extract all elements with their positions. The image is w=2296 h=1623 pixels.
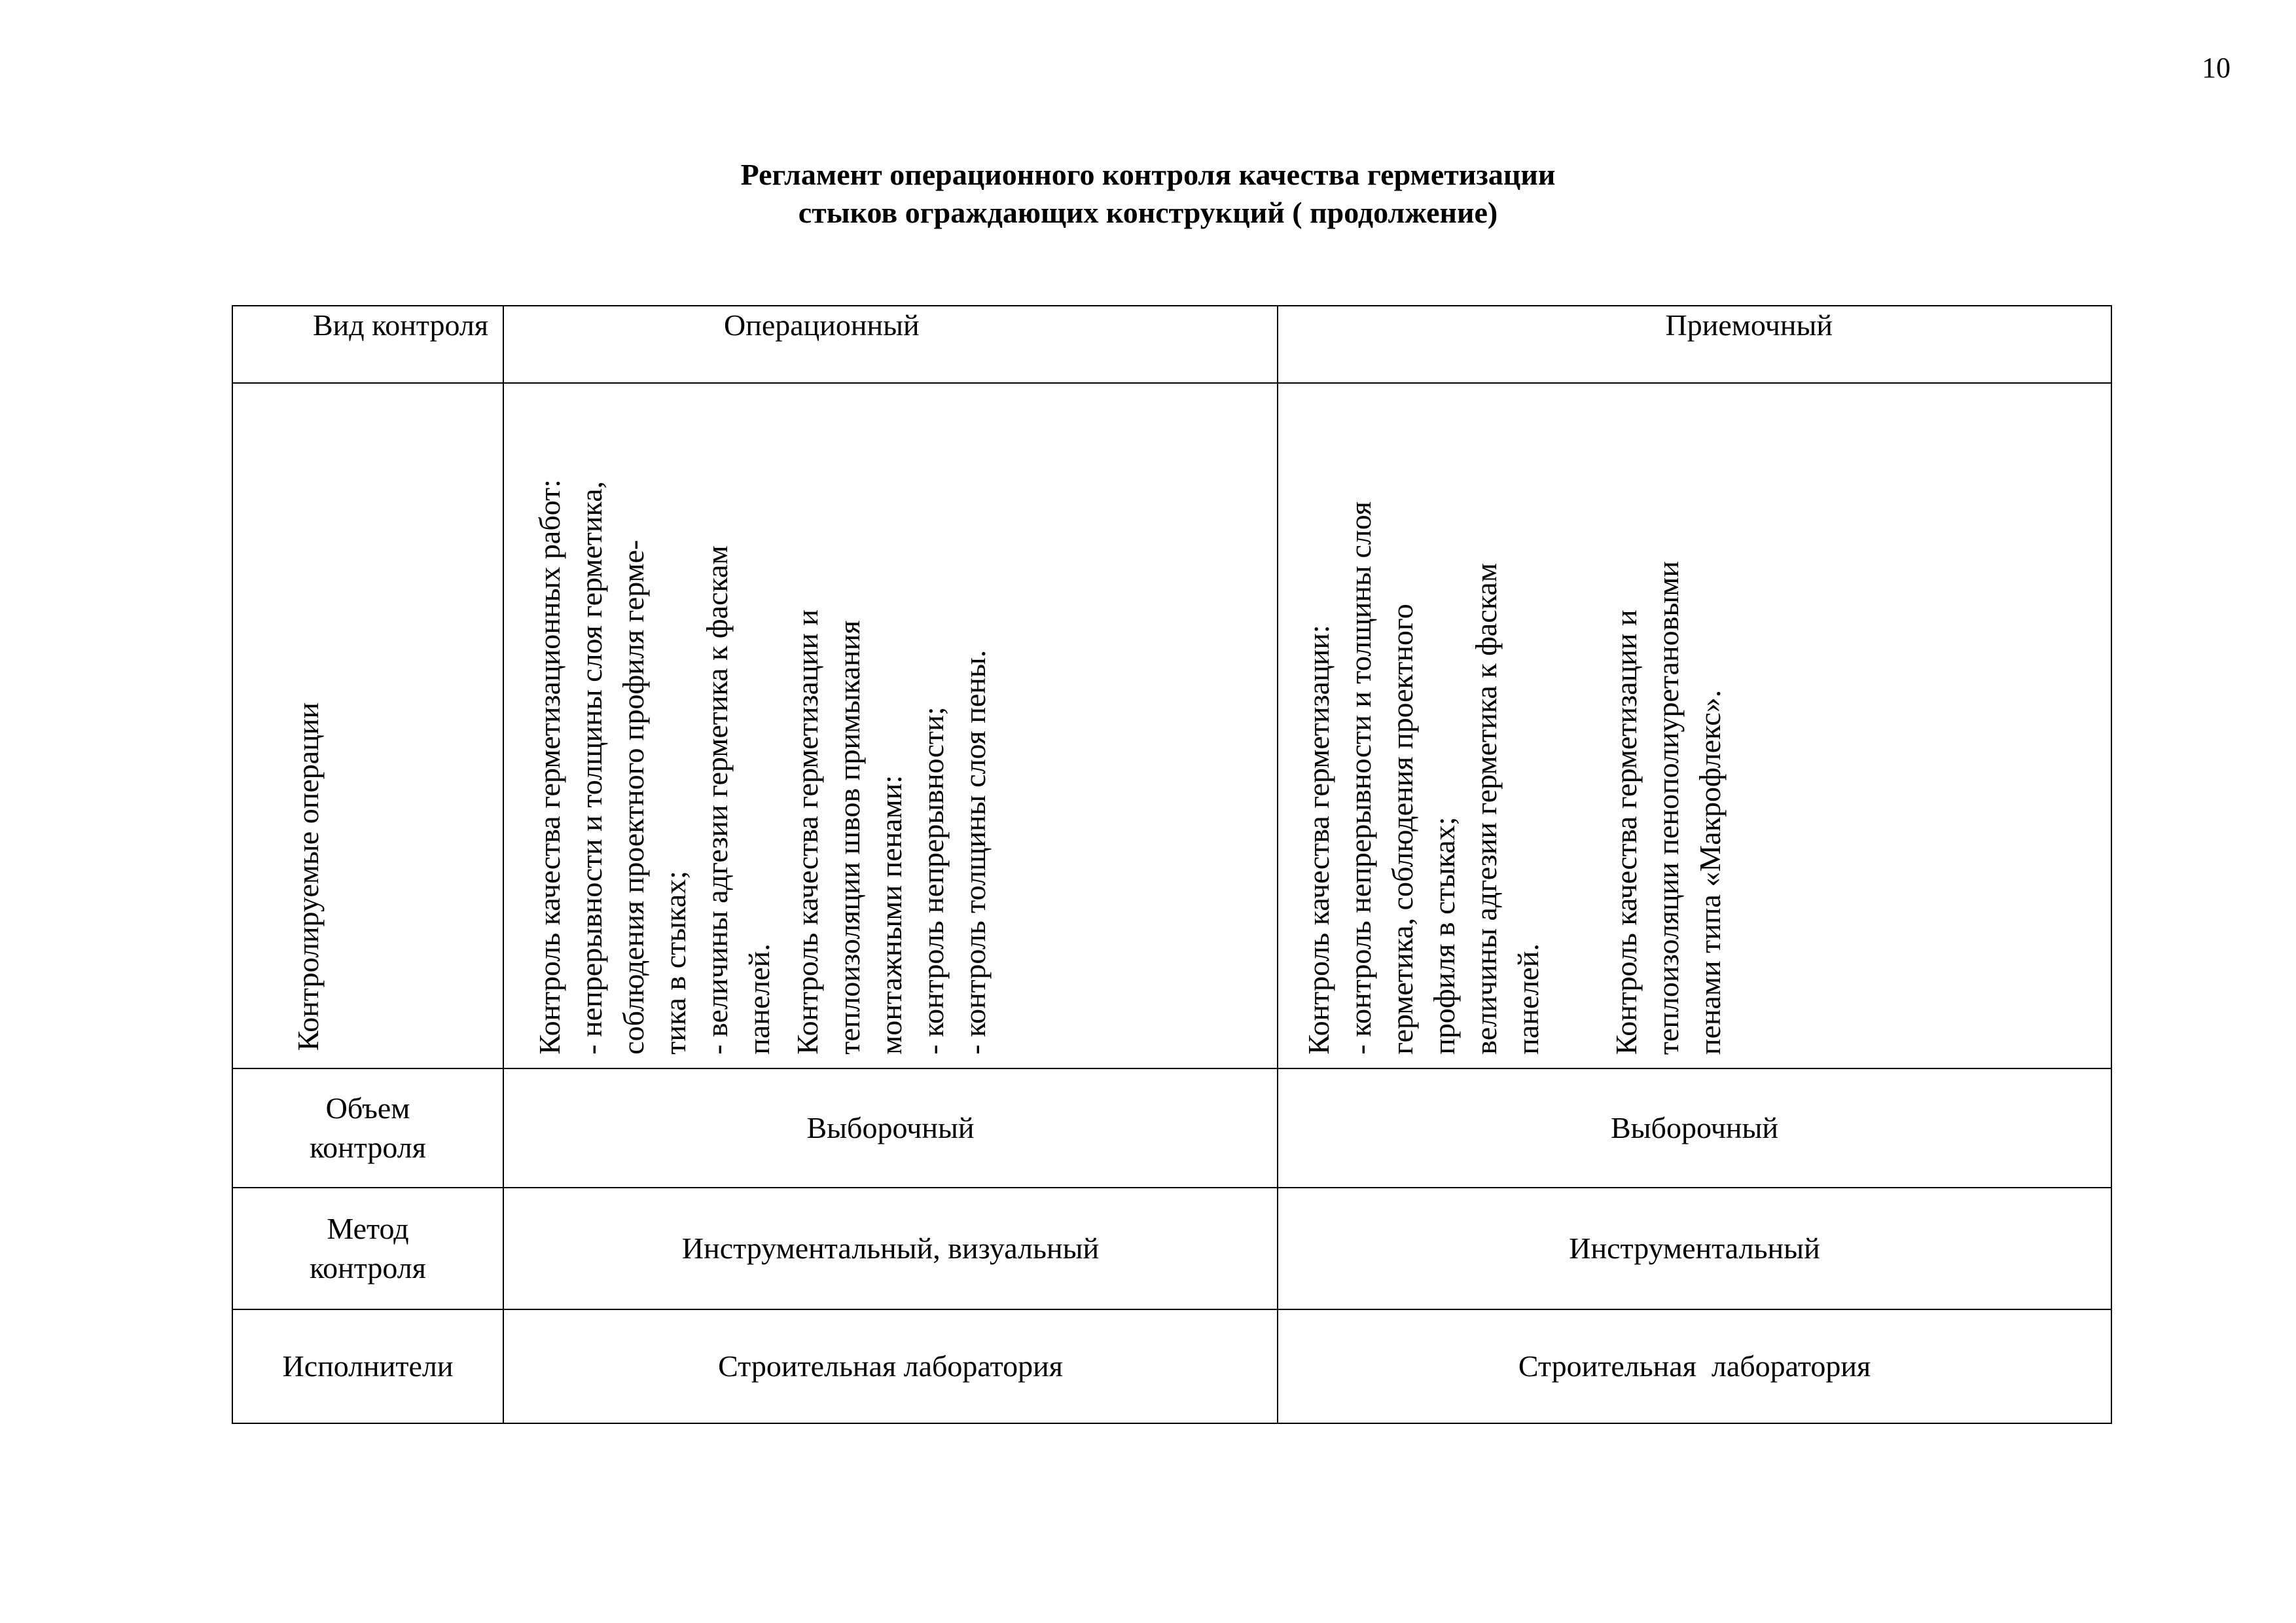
operational-block1-line-6: панелей. xyxy=(742,943,776,1055)
executors-operational-cell: Строительная лаборатория xyxy=(503,1309,1278,1423)
header-cell-control-type xyxy=(232,306,503,383)
page-number: 10 xyxy=(2202,52,2231,84)
operational-block1-line-1: Контроль качества герметизационных работ: xyxy=(533,479,566,1055)
operational-block1-line-4: тика в стыках; xyxy=(658,871,692,1055)
acceptance-block1-line-4: профиля в стыках; xyxy=(1427,816,1461,1055)
table-row-control-method xyxy=(232,1188,2111,1309)
method-acceptance-cell: Инструментальный xyxy=(1278,1188,2111,1309)
title-line-2: стыков ограждающих конструкций ( продолжение) xyxy=(798,196,1498,229)
operational-block2-line-2: теплоизоляции швов примыкания xyxy=(833,620,866,1055)
document-title xyxy=(0,156,2296,232)
acceptance-block-2 xyxy=(1605,561,1731,1055)
header-cell-operational xyxy=(503,306,1278,383)
operational-block1-line-5: - величины адгезии герметика к фаскам xyxy=(700,545,734,1055)
operational-block1-line-2: - непрерывности и толщины слоя герметика, xyxy=(575,481,608,1055)
header-control-type-label: Вид контроля xyxy=(312,308,488,342)
operational-block1-line-3: соблюдения проектного профиля герме- xyxy=(617,539,650,1055)
volume-label-line-2: контроля xyxy=(310,1131,426,1164)
operational-block-1 xyxy=(529,479,780,1055)
header-cell-acceptance xyxy=(1278,306,2111,383)
executors-label-cell: Исполнители xyxy=(232,1309,503,1423)
ops-label-cell xyxy=(232,383,503,1068)
acceptance-block1-line-1: Контроль качества герметизации: xyxy=(1302,625,1335,1055)
volume-label-cell xyxy=(232,1068,503,1188)
operational-block-2 xyxy=(787,610,996,1055)
title-line-1: Регламент операционного контроля качества герметизации xyxy=(740,158,1556,191)
acceptance-block2-line-1: Контроль качества герметизации и xyxy=(1609,610,1643,1055)
header-acceptance-label: Приемочный xyxy=(1665,308,1833,342)
acceptance-block1-line-6: панелей. xyxy=(1511,943,1545,1055)
acceptance-block2-line-3: пенами типа «Макрофлекс». xyxy=(1693,689,1727,1055)
volume-label-line-1: Объем xyxy=(325,1091,410,1125)
table-header-row xyxy=(232,306,2111,383)
method-label-line-2: контроля xyxy=(310,1251,426,1285)
volume-acceptance-cell: Выборочный xyxy=(1278,1068,2111,1188)
table-row-controlled-operations xyxy=(232,383,2111,1068)
operational-block2-line-5: - контроль толщины слоя пены. xyxy=(958,649,992,1055)
ops-label: Контролируемые операции xyxy=(291,702,325,1051)
control-regulation-table xyxy=(232,305,2112,1424)
method-label-cell xyxy=(232,1188,503,1309)
operational-block2-line-3: монтажными пенами: xyxy=(874,775,908,1055)
operational-block2-line-4: - контроль непрерывности; xyxy=(916,706,950,1055)
acceptance-block1-line-3: герметика, соблюдения проектного xyxy=(1386,604,1419,1055)
executors-acceptance-cell: Строительная лаборатория xyxy=(1278,1309,2111,1423)
table-row-executors xyxy=(232,1309,2111,1423)
acceptance-block-1 xyxy=(1298,501,1549,1055)
acceptance-block1-line-2: - контроль непрерывности и толщины слоя xyxy=(1344,501,1377,1055)
acceptance-block2-line-2: теплоизоляции пенополиуретановыми xyxy=(1651,560,1685,1055)
table-row-control-volume xyxy=(232,1068,2111,1188)
volume-operational-cell: Выборочный xyxy=(503,1068,1278,1188)
header-operational-label: Операционный xyxy=(724,308,920,342)
ops-operational-cell xyxy=(503,383,1278,1068)
method-operational-cell: Инструментальный, визуальный xyxy=(503,1188,1278,1309)
acceptance-block1-line-5: величины адгезии герметика к фаскам xyxy=(1469,563,1503,1055)
operational-block2-line-1: Контроль качества герметизации и xyxy=(791,610,824,1055)
method-label-line-1: Метод xyxy=(327,1212,409,1245)
ops-acceptance-cell xyxy=(1278,383,2111,1068)
